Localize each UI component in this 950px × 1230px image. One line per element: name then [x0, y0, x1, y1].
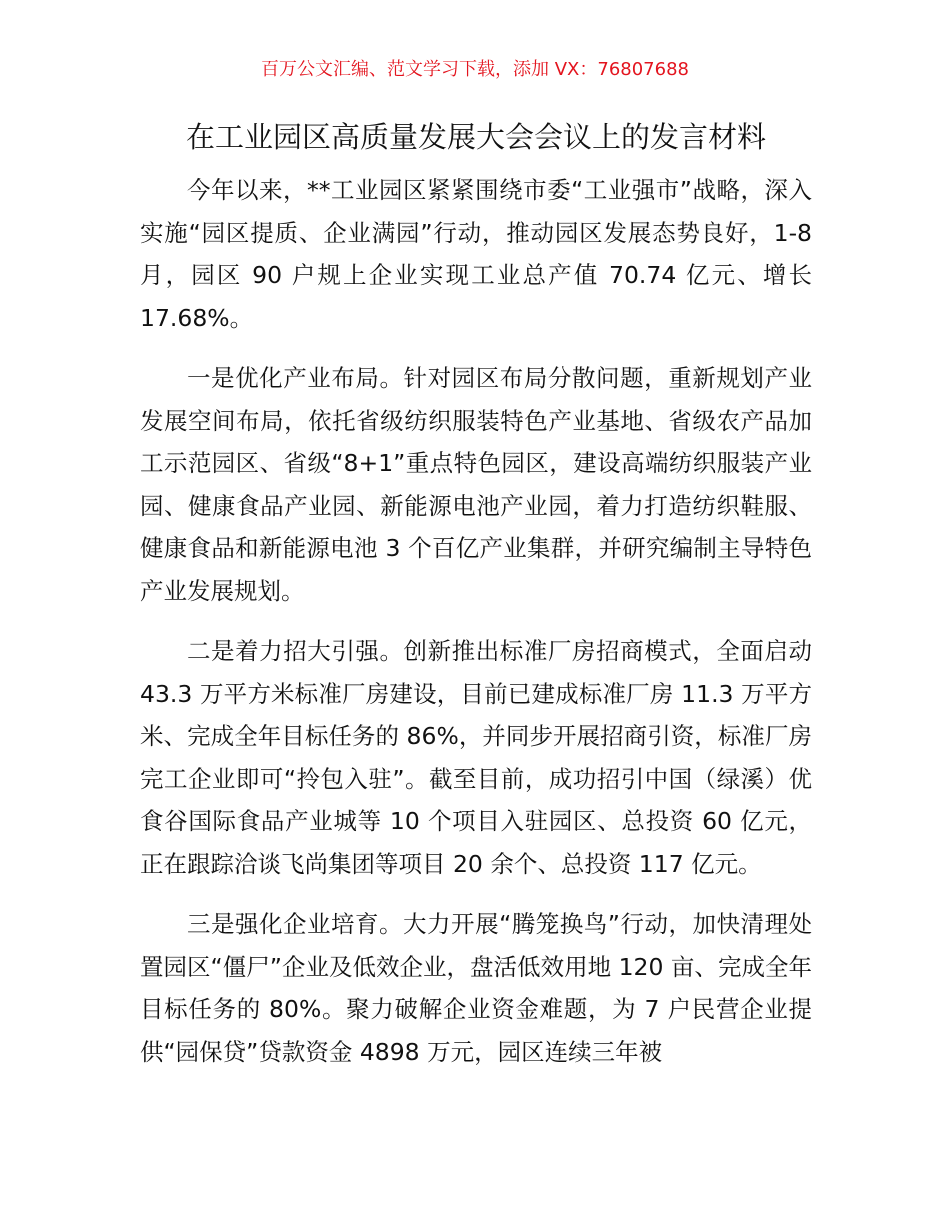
paragraph-optimize-layout: 一是优化产业布局。针对园区布局分散问题，重新规划产业发展空间布局，依托省级纺织服装特色产业基地、省级农产品加工示范园区、省级“8+1”重点特色园区，建设高端纺织服装产业园、健康食品产业园、新能源电池产业园，着力打造纺织鞋服、健康食品和新能源电池 3 个百亿产业集群，并研究编制主导特色产业发展规划。	[140, 364, 812, 605]
paragraph-enterprise-cultivation: 三是强化企业培育。大力开展“腾笼换鸟”行动，加快清理处置园区“僵尸”企业及低效企业，盘活低效用地 120 亩、完成全年目标任务的 80%。聚力破解企业资金难题，为 7 户民营企业提供“园保贷”贷款资金 4898 万元，园区连续三年被	[140, 910, 812, 1066]
paragraph-intro: 今年以来，**工业园区紧紧围绕市委“工业强市”战略，深入实施“园区提质、企业满园”行动，推动园区发展态势良好，1-8 月，园区 90 户规上企业实现工业总产值 70.74 亿元、增长 17.68%。	[140, 176, 812, 332]
paragraph-investment-attraction: 二是着力招大引强。创新推出标准厂房招商模式，全面启动 43.3 万平方米标准厂房建设，目前已建成标准厂房 11.3 万平方米、完成全年目标任务的 86%，并同步开展招商引资，标准厂房完工企业即可“拎包入驻”。截至目前，成功招引中国（绿溪）优食谷国际食品产业城等 10 个项目入驻园区、总投资 60 亿元，正在跟踪洽谈飞尚集团等项目 20 余个、总投资 117 亿元。	[140, 637, 812, 878]
watermark-banner: 百万公文汇编、范文学习下载，添加 VX：76807688	[261, 59, 689, 80]
document-body	[140, 169, 812, 1091]
document-title: 在工业园区高质量发展大会会议上的发言材料	[185, 120, 766, 154]
